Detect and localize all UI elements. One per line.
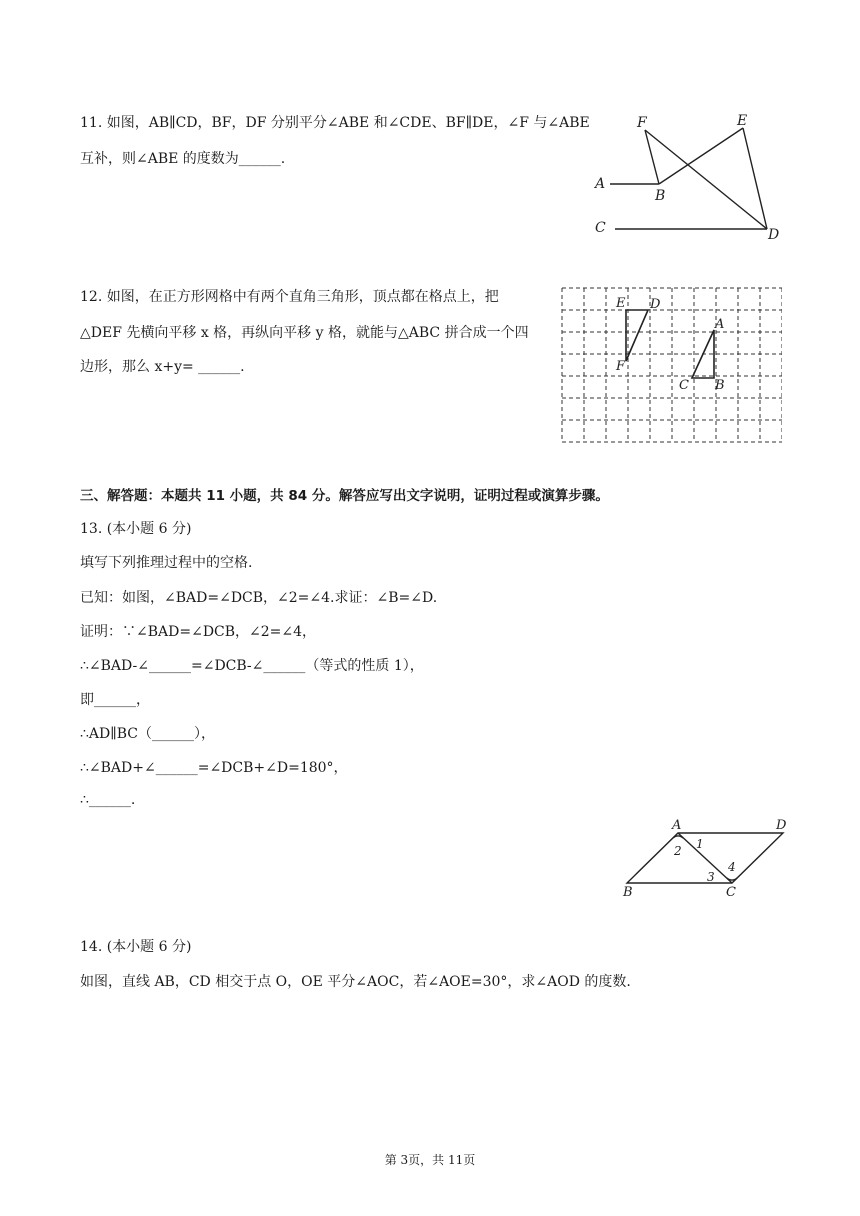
q14-text: 如图，直线 AB，CD 相交于点 O，OE 平分∠AOC，若∠AOE=30°，求∠AOD 的度数. bbox=[80, 974, 631, 990]
q12-label-d: D bbox=[650, 297, 661, 312]
q13-step3: 即______， bbox=[80, 692, 150, 708]
q13-label-d: D bbox=[776, 818, 787, 833]
q11-text-line1: 11. 如图，AB∥CD，BF，DF 分别平分∠ABE 和∠CDE、BF∥DE，∠F 与∠ABE bbox=[80, 115, 590, 131]
q12-label-c: C bbox=[679, 378, 689, 393]
q13-label-c: C bbox=[726, 885, 736, 900]
q11-label-b: B bbox=[655, 188, 666, 204]
q13-instruction: 填写下列推理过程中的空格. bbox=[80, 555, 253, 571]
q11-figure bbox=[585, 110, 785, 245]
q11-label-f: F bbox=[637, 115, 647, 131]
q13-step2: ∴∠BAD-∠______=∠DCB-∠______（等式的性质 1）， bbox=[80, 658, 424, 674]
q13-label-angle4: 4 bbox=[728, 860, 736, 874]
q13-step6: ∴______. bbox=[80, 792, 136, 808]
q13-label-a: A bbox=[672, 818, 682, 833]
q11-label-a: A bbox=[595, 176, 606, 192]
q11-label-d: D bbox=[768, 227, 780, 243]
q14-title: 14. (本小题 6 分) bbox=[80, 939, 192, 955]
q12-label-f: F bbox=[616, 359, 626, 374]
section3-heading: 三、解答题：本题共 11 小题，共 84 分。解答应写出文字说明，证明过程或演算步骤。 bbox=[80, 488, 609, 504]
q13-step1: 证明：∵∠BAD=∠DCB，∠2=∠4， bbox=[80, 624, 317, 640]
q11-label-c: C bbox=[595, 220, 606, 236]
q12-grid-figure bbox=[560, 286, 782, 444]
q13-label-angle2: 2 bbox=[674, 844, 682, 858]
q12-text-line3: 边形，那么 x+y= ______. bbox=[80, 359, 245, 375]
q12-text-line1: 12. 如图，在正方形网格中有两个直角三角形，顶点都在格点上，把 bbox=[80, 289, 499, 305]
q12-label-a: A bbox=[715, 317, 725, 332]
q13-label-angle1: 1 bbox=[696, 837, 704, 851]
q13-given: 已知：如图，∠BAD=∠DCB，∠2=∠4.求证：∠B=∠D. bbox=[80, 590, 438, 606]
q12-label-e: E bbox=[616, 296, 626, 311]
q13-parallelogram-figure bbox=[615, 813, 795, 903]
q12-label-b: B bbox=[715, 378, 725, 393]
q13-title: 13. (本小题 6 分) bbox=[80, 521, 192, 537]
q11-text-line2: 互补，则∠ABE 的度数为______. bbox=[80, 151, 286, 167]
q13-label-b: B bbox=[623, 885, 633, 900]
q13-step4: ∴AD∥BC（______）， bbox=[80, 726, 215, 742]
q11-label-e: E bbox=[737, 113, 748, 129]
q13-step5: ∴∠BAD+∠______=∠DCB+∠D=180°， bbox=[80, 760, 348, 776]
q13-label-angle3: 3 bbox=[707, 870, 715, 884]
page-footer: 第 3页，共 11页 bbox=[384, 1153, 476, 1167]
q12-text-line2: △DEF 先横向平移 x 格，再纵向平移 y 格，就能与△ABC 拼合成一个四 bbox=[80, 325, 529, 341]
